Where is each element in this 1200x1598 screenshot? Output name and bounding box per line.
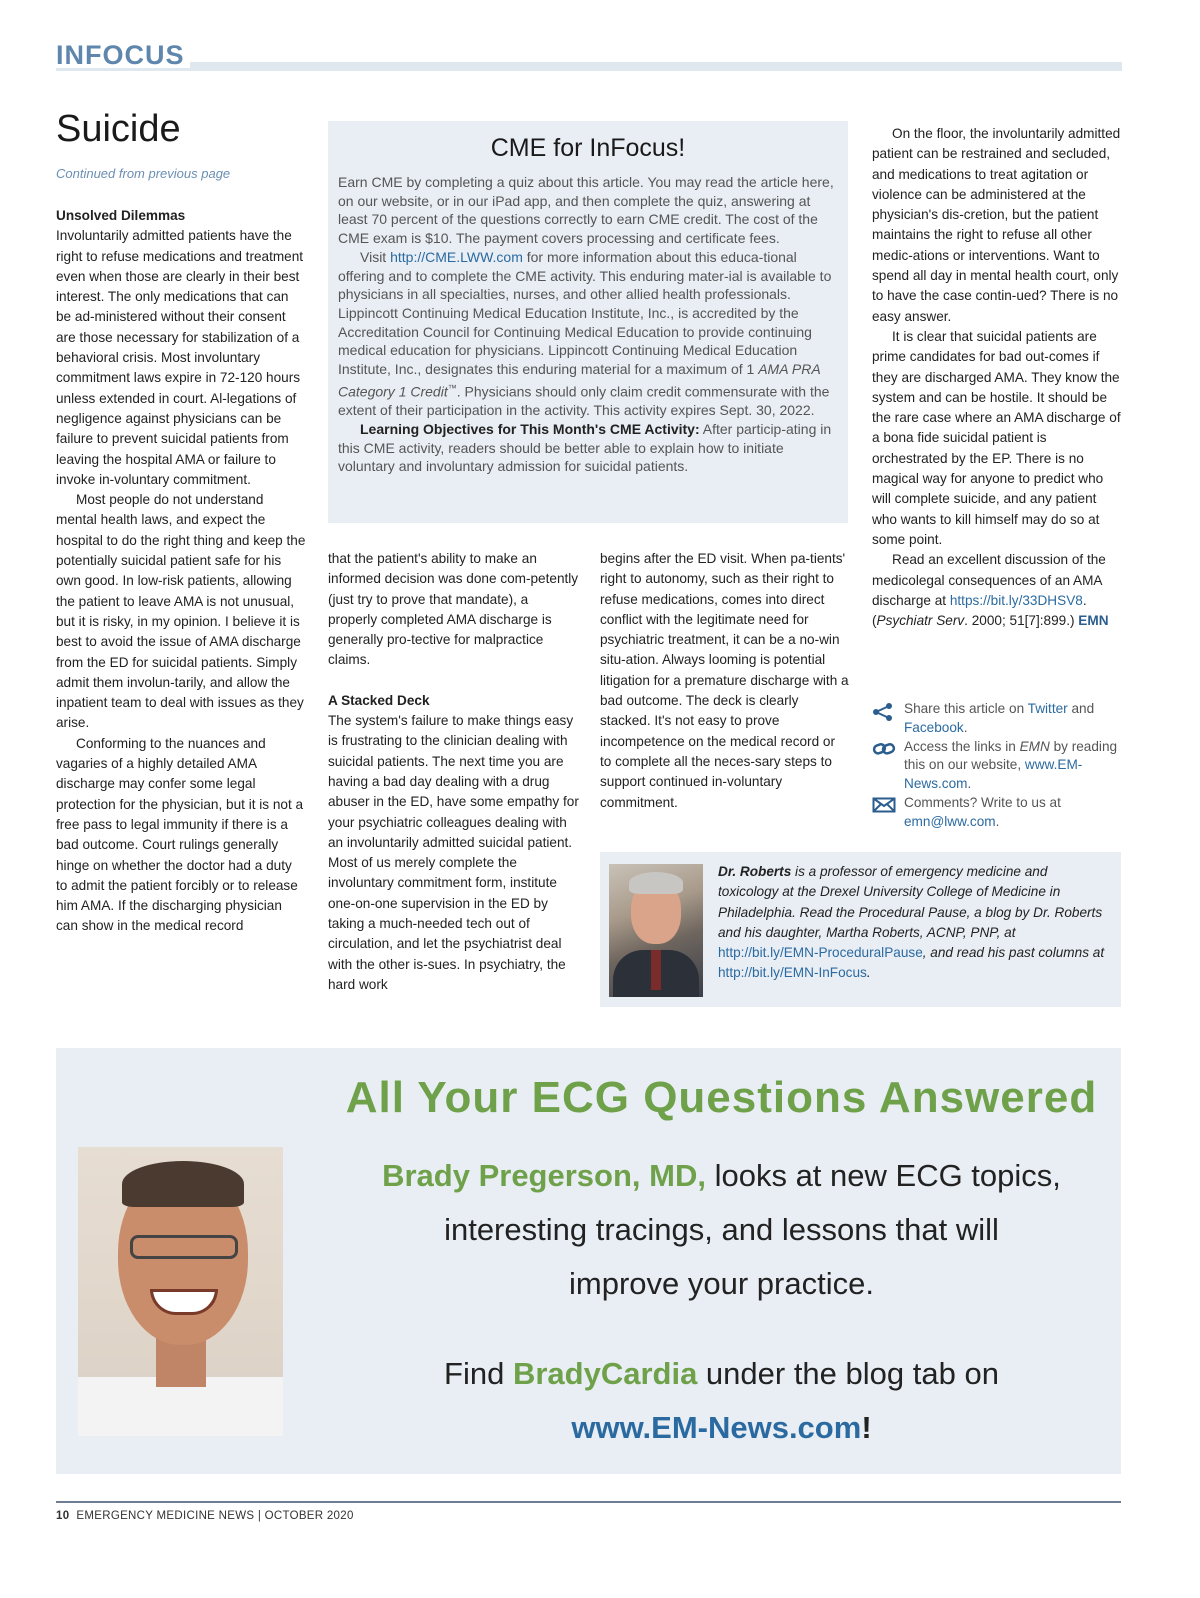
ad-headline: All Your ECG Questions Answered <box>345 1073 1098 1122</box>
bradycardia-ad <box>56 1048 1121 1474</box>
article-column-1 <box>56 206 306 937</box>
facebook-link[interactable]: Facebook <box>904 719 964 735</box>
page-number: 10 <box>56 1510 70 1522</box>
ad-author: Brady Pregerson, MD, <box>382 1158 706 1193</box>
paragraph: Conforming to the nuances and vagaries of a highly detailed AMA discharge may confer some legal protection for the physician, but it is not a free pass to legal immunity if there is a bad outcome. Court rulings generally hinge on whether the doctor had a duty to admit the patient forcibly or to release him AMA. If the discharging physician can show in the medical record <box>56 735 304 934</box>
infocus-link[interactable]: http://bit.ly/EMN-InFocus <box>718 965 867 981</box>
author-photo <box>609 864 703 997</box>
author-bio-box <box>600 852 1121 1007</box>
website-link[interactable]: www.EM-News.com <box>904 757 1083 792</box>
paragraph: Involuntarily admitted patients have the right to refuse medications and treatment even when those are clearly in their best interest. The only medications that can be ad-ministered without their consent are those necessary for stabilization of a behavioral crisis. Most involuntary commitment laws expire in 72-120 hours unless extended in court. Al-legations of negligence against physicians can be failure to prevent suicidal patients from leaving the hospital AMA or failure to invoke in-voluntary commitment. <box>56 228 304 487</box>
emn-signoff: EMN <box>1078 613 1109 629</box>
ad-cta <box>344 1347 1099 1455</box>
ad-site-link[interactable]: www.EM-News.com <box>571 1410 862 1445</box>
header-rule <box>190 62 1122 71</box>
link-icon <box>872 740 896 758</box>
article-column-3 <box>600 549 850 813</box>
paragraph: Most people do not understand mental health laws, and expect the hospital to do the right thing and keep the potentially suicidal patient safe for his own good. In low-risk patients, allowing the patient to leave AMA is not unusual, but it is risky, in my opinion. I believe it is best to avoid the issue of AMA discharge from the ED for suicidal patients. Simply admit them involun-tarily, and allow the inpatient team to deal with issues as they arise. <box>56 492 306 731</box>
footer <box>56 1510 354 1522</box>
ad-site-line: www.EM-News.com! <box>571 1410 872 1445</box>
share-row: Share this article on Twitter and Facebook. <box>872 700 1122 738</box>
cme-paragraph: Visit http://CME.LWW.com for more information about this educa-tional offering and to complete the CME activity. This enduring mater-ial is available to physicians in all specialties, nurses, and other allied health professionals. Lippincott Continuing Medical Education Institute, Inc., is accredited by the Accreditation Council for Continuing Medical Education to provide continuing medical education for physicians. Lippincott Continuing Medical Education Institute, Inc., designates this enduring material for a maximum of 1 AMA PRA Category 1 Credit™. Physicians should only claim credit commensurate with the extent of their participation in the activity. This activity expires Sept. 30, 2022. <box>338 248 832 419</box>
email-link[interactable]: emn@lww.com <box>904 813 996 829</box>
twitter-link[interactable]: Twitter <box>1027 701 1068 716</box>
section-heading-stacked: A Stacked Deck <box>328 692 430 708</box>
section-header: INFOCUS <box>56 40 185 70</box>
paragraph: begins after the ED visit. When pa-tients' right to autonomy, such as their right to refuse medications, comes into direct conflict with the legitimate need for psychiatric treatment, it can be a no-win situ-ation. Always looming is potential litigation for a premature discharge with a bad outcome. The deck is clearly stacked. It's not easy to prove incompetence on the medical record or to complete all the neces-sary steps to support continued in-voluntary commitment. <box>600 551 849 810</box>
article-title: Suicide <box>56 108 181 150</box>
ama-link[interactable]: https://bit.ly/33DHSV8 <box>949 592 1083 608</box>
cme-box <box>328 121 848 523</box>
cme-title: CME for InFocus! <box>490 134 686 162</box>
share-icon <box>872 702 896 720</box>
ad-brand: BradyCardia <box>512 1356 698 1391</box>
author-bio-text: Dr. Roberts is a professor of emergency medicine and toxicology at the Drexel University College of Medicine in Philadelphia. Read the Procedural Pause, a blog by Dr. Roberts and his daughter, Martha Roberts, ACNP, PNP, at http://bit.ly/EMN-ProceduralPause, and read his past columns at http://bit.ly/EMN-InFocus. <box>718 864 1105 981</box>
access-row: Access the links in EMN by reading this on our website, www.EM-News.com. <box>872 738 1122 794</box>
footer-text: EMERGENCY MEDICINE NEWS | OCTOBER 2020 <box>76 1510 354 1522</box>
comments-row: Comments? Write to us at emn@lww.com. <box>872 794 1122 832</box>
paragraph: On the floor, the involuntarily admitted patient can be restrained and secluded, and medications to treat agitation or violence can be administered at the physician's dis-cretion, but the patient maintains the right to refuse all other medic-ations or interventions. Want to spend all day in mental health court, only to have the case contin-ued? There is no easy answer. <box>872 126 1121 324</box>
footer-rule <box>56 1501 1121 1503</box>
continued-note: Continued from previous page <box>56 166 231 181</box>
paragraph: Read an excellent discussion of the medicolegal consequences of an AMA discharge at https://bit.ly/33DHSV8. (Psychiatr Serv. 2000; 51[7]:899.) EMN <box>872 552 1109 629</box>
ad-line-1: Brady Pregerson, MD, looks at new ECG topics, <box>382 1158 1061 1193</box>
cme-link[interactable]: http://CME.LWW.com <box>390 248 523 265</box>
brady-photo <box>78 1147 283 1436</box>
paragraph: The system's failure to make things easy is frustrating to the clinician dealing with suicidal patients. The next time you are having a bad day dealing with a drug abuser in the ED, have some empathy for your psychiatric colleagues dealing with an involuntarily admitted suicidal patient. Most of us merely complete the involuntary commitment form, institute one-on-one supervision in the ED by taking a much-needed tech out of circulation, and let the psychiatrist deal with the other is-sues. In psychiatry, the hard work <box>328 713 579 992</box>
article-column-4 <box>872 124 1124 631</box>
ad-line-3: improve your practice. <box>569 1266 874 1301</box>
section-heading-unsolved: Unsolved Dilemmas <box>56 208 186 223</box>
author-name: Dr. Roberts <box>718 864 792 879</box>
paragraph: that the patient's ability to make an informed decision was done com-petently (just try to prove that mandate), a properly completed AMA discharge is generally pro-tective for malpractice claims. <box>328 551 579 668</box>
share-links <box>872 700 1122 832</box>
procedural-pause-link[interactable]: http://bit.ly/EMN-ProceduralPause <box>718 945 923 961</box>
mail-icon <box>872 796 896 814</box>
article-column-2 <box>328 549 580 995</box>
cme-objectives: Learning Objectives for This Month's CME Activity: After particip-ating in this CME activity, readers should be better able to explain how to initiate voluntary and involuntary admission for suicidal patients. <box>338 420 832 475</box>
ad-find-line: Find BradyCardia under the blog tab on <box>444 1356 999 1391</box>
ad-line-2: interesting tracings, and lessons that will <box>444 1212 999 1247</box>
ad-body <box>344 1149 1099 1311</box>
cme-paragraph: Earn CME by completing a quiz about this article. You may read the article here, on our website, or in our iPad app, and then complete the quiz, answering at least 70 percent of the questions correctly to earn CME credit. The cost of the CME exam is $10. The payment covers processing and certificate fees. <box>338 174 834 247</box>
paragraph: It is clear that suicidal patients are prime candidates for bad out-comes if they are discharged AMA. They know the system and can be hostile. It should be the rare case where an AMA discharge of a bona fide suicidal patient is orchestrated by the EP. There is no magical way for anyone to predict who will complete suicide, and any patient who wants to kill himself may do so at some point. <box>872 328 1121 547</box>
